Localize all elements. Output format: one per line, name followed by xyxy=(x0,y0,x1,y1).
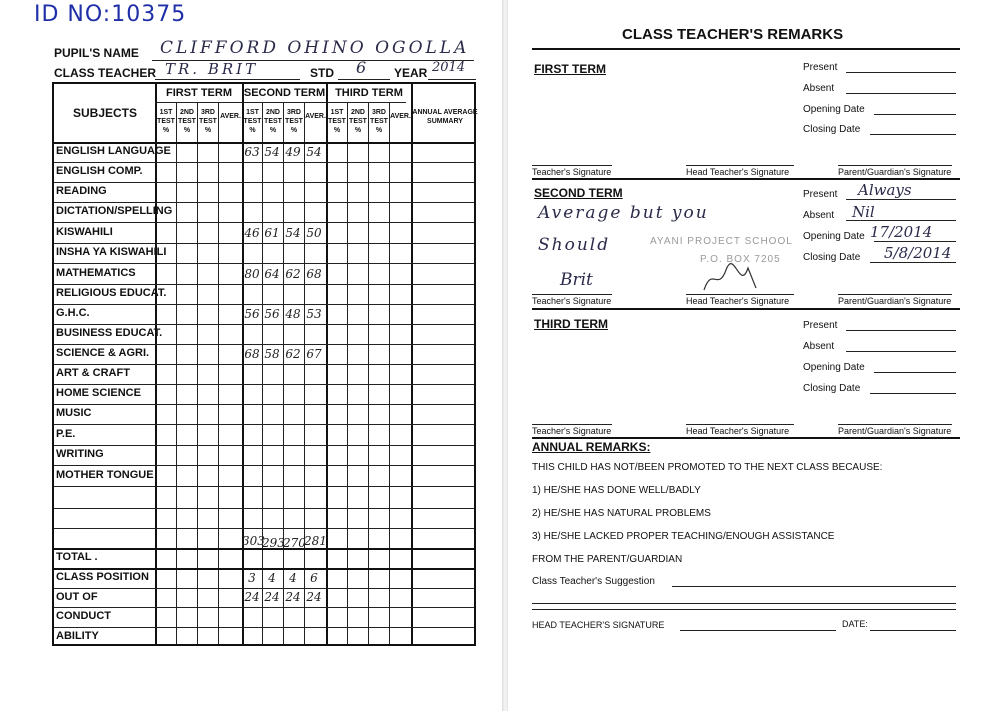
head-signature-label: Head Teacher's Signature xyxy=(686,167,790,177)
test-header: AVER. xyxy=(305,113,326,120)
score-cell: 46 xyxy=(244,226,260,240)
field-line xyxy=(846,330,956,331)
out-of-cell: 24 xyxy=(306,590,322,604)
section-rule xyxy=(532,308,960,310)
subjects-header: SUBJECTS xyxy=(72,106,137,120)
teacher-signature-label: Teacher's Signature xyxy=(532,426,612,436)
sig-line xyxy=(838,424,952,425)
subject-label: INSHA YA KISWAHILI xyxy=(56,246,167,258)
annual-line: FROM THE PARENT/GUARDIAN xyxy=(532,554,683,565)
total-cell: 270 xyxy=(283,536,306,550)
teacher-comment-line1: Average but you xyxy=(538,203,709,223)
absent-label: Absent xyxy=(803,341,835,352)
subject-label: READING xyxy=(56,185,107,197)
pupil-name-value: CLIFFORD OHINO OGOLLA xyxy=(160,38,470,58)
title-rule xyxy=(532,48,960,50)
score-cell: 68 xyxy=(244,347,260,361)
total-cell: 281 xyxy=(304,534,327,548)
subject-label: MUSIC xyxy=(56,407,92,419)
std-line xyxy=(338,79,390,80)
opening-date-label: Opening Date xyxy=(803,104,865,115)
test-header: AVER. xyxy=(220,113,241,120)
subject-label: MOTHER TONGUE xyxy=(56,469,154,481)
score-cell: 58 xyxy=(264,347,280,361)
year-label: YEAR xyxy=(394,66,428,80)
school-stamp-line1: AYANI PROJECT SCHOOL xyxy=(650,236,793,247)
sig-line xyxy=(686,294,794,295)
std-label: STD xyxy=(310,66,334,80)
subject-label: ENGLISH COMP. xyxy=(56,165,143,177)
score-cell: 62 xyxy=(285,347,301,361)
footer-row-label: OUT OF xyxy=(56,591,98,603)
sig-line xyxy=(838,165,952,166)
first-term-heading: FIRST TERM xyxy=(534,62,606,76)
test-header: 2ND TEST % xyxy=(264,109,282,134)
subject-label: BUSINESS EDUCAT. xyxy=(56,327,163,339)
score-cell: 54 xyxy=(264,145,280,159)
test-header: 1ST TEST % xyxy=(157,109,175,134)
score-cell: 68 xyxy=(306,267,322,281)
subject-label: RELIGIOUS EDUCAT. xyxy=(56,287,167,299)
parent-signature-label: Parent/Guardian's Signature xyxy=(838,167,952,177)
annual-line: 1) HE/SHE HAS DONE WELL/BADLY xyxy=(532,485,701,496)
sig-line xyxy=(532,165,612,166)
head-signature-label: Head Teacher's Signature xyxy=(686,296,790,306)
third-term-heading: THIRD TERM xyxy=(534,317,608,331)
out-of-cell: 24 xyxy=(244,590,260,604)
subject-label: SCIENCE & AGRI. xyxy=(56,347,150,359)
test-header: 2ND TEST % xyxy=(349,109,367,134)
score-cell: 80 xyxy=(244,267,260,281)
score-cell: 61 xyxy=(264,226,280,240)
page-fold xyxy=(502,0,508,711)
score-cell: 53 xyxy=(306,307,322,321)
score-cell: 54 xyxy=(306,145,322,159)
subject-label: KISWAHILI xyxy=(56,226,113,238)
term-second: SECOND TERM xyxy=(243,87,326,99)
score-cell: 67 xyxy=(306,347,322,361)
test-header: 2ND TEST % xyxy=(178,109,196,134)
sig-line xyxy=(532,294,612,295)
suggestion-label: Class Teacher's Suggestion xyxy=(532,576,655,587)
present-label: Present xyxy=(803,62,838,73)
position-cell: 4 xyxy=(289,571,297,585)
out-of-cell: 24 xyxy=(285,590,301,604)
total-cell: 293 xyxy=(262,536,285,550)
id-stamp: ID NO:10375 xyxy=(34,2,187,27)
subject-label: HOME SCIENCE xyxy=(56,387,141,399)
test-header: 3RD TEST % xyxy=(370,109,388,134)
suggestion-line xyxy=(672,586,956,587)
subject-label: G.H.C. xyxy=(56,307,90,319)
present-label: Present xyxy=(803,320,838,331)
parent-signature-label: Parent/Guardian's Signature xyxy=(838,426,952,436)
subject-label: ENGLISH LANGUAGE xyxy=(56,145,171,157)
term-first: FIRST TERM xyxy=(166,87,232,99)
field-line xyxy=(846,351,956,352)
annual-header: ANNUAL AVERAGE SUMMARY xyxy=(412,109,478,125)
std-value: 6 xyxy=(356,58,367,77)
annual-line: 3) HE/SHE LACKED PROPER TEACHING/ENOUGH ASSISTANCE xyxy=(532,531,835,542)
second-term-heading: SECOND TERM xyxy=(534,186,623,200)
head-teacher-scribble xyxy=(700,262,760,294)
test-header: 3RD TEST % xyxy=(199,109,217,134)
score-cell: 56 xyxy=(244,307,260,321)
test-header: 1ST TEST % xyxy=(328,109,346,134)
closing-date-label: Closing Date xyxy=(803,383,861,394)
score-cell: 49 xyxy=(285,145,301,159)
score-cell: 54 xyxy=(285,226,301,240)
head-signature-label: Head Teacher's Signature xyxy=(686,426,790,436)
remarks-title: CLASS TEACHER'S REMARKS xyxy=(622,26,844,43)
field-line xyxy=(870,393,956,394)
footer-row-label: TOTAL . xyxy=(56,551,98,563)
annual-remarks-heading: ANNUAL REMARKS: xyxy=(532,440,651,454)
school-stamp-line2: P.O. BOX 7205 xyxy=(700,254,781,265)
teacher-comment-line2: Should xyxy=(538,235,611,255)
second-present-value: Always xyxy=(858,181,912,199)
closing-date-label: Closing Date xyxy=(803,124,861,135)
teacher-signature-label: Teacher's Signature xyxy=(532,167,612,177)
date-label: DATE: xyxy=(842,619,868,629)
present-label: Present xyxy=(803,189,838,200)
score-cell: 50 xyxy=(306,226,322,240)
annual-line: 2) HE/SHE HAS NATURAL PROBLEMS xyxy=(532,508,711,519)
field-line xyxy=(874,372,956,373)
total-cell: 303 xyxy=(242,534,265,548)
annual-line: THIS CHILD HAS NOT/BEEN PROMOTED TO THE NEXT CLASS BECAUSE: xyxy=(532,462,883,473)
term-third: THIRD TERM xyxy=(335,87,403,99)
position-cell: 4 xyxy=(268,571,276,585)
date-line xyxy=(870,630,956,631)
subject-label: MATHEMATICS xyxy=(56,267,136,279)
field-line xyxy=(874,241,956,242)
position-cell: 6 xyxy=(310,571,318,585)
score-cell: 63 xyxy=(244,145,260,159)
field-line xyxy=(846,93,956,94)
score-cell: 64 xyxy=(264,267,280,281)
field-line xyxy=(870,262,956,263)
subject-label: ART & CRAFT xyxy=(56,367,130,379)
out-of-cell: 24 xyxy=(264,590,280,604)
absent-label: Absent xyxy=(803,83,835,94)
teacher-comment-signature: Brit xyxy=(560,270,593,290)
class-teacher-line xyxy=(155,79,300,80)
marks-grid xyxy=(52,82,476,646)
opening-date-label: Opening Date xyxy=(803,362,865,373)
closing-date-label: Closing Date xyxy=(803,252,861,263)
absent-label: Absent xyxy=(803,210,835,221)
section-rule xyxy=(532,178,960,180)
footer-row-label: ABILITY xyxy=(56,630,99,642)
score-cell: 48 xyxy=(285,307,301,321)
pupil-name-label: PUPIL'S NAME xyxy=(54,46,139,60)
field-line xyxy=(846,72,956,73)
opening-date-label: Opening Date xyxy=(803,231,865,242)
second-closing-value: 5/8/2014 xyxy=(884,244,952,262)
test-header: 1ST TEST % xyxy=(243,109,262,134)
class-teacher-value: TR. BRIT xyxy=(165,60,259,78)
class-teacher-label: CLASS TEACHER xyxy=(54,66,157,80)
sig-line xyxy=(838,294,952,295)
subject-label: DICTATION/SPELLING xyxy=(56,205,173,217)
position-cell: 3 xyxy=(248,571,256,585)
section-rule xyxy=(532,437,960,439)
test-header: 3RD TEST % xyxy=(285,109,303,134)
parent-signature-label: Parent/Guardian's Signature xyxy=(838,296,952,306)
second-absent-value: Nil xyxy=(852,203,875,221)
teacher-signature-label: Teacher's Signature xyxy=(532,296,612,306)
sig-line xyxy=(686,424,794,425)
head-teacher-signature-label: HEAD TEACHER'S SIGNATURE xyxy=(532,620,665,630)
head-signature-line xyxy=(680,630,836,631)
field-line xyxy=(874,114,956,115)
sig-line xyxy=(532,424,612,425)
second-opening-value: 17/2014 xyxy=(870,223,933,241)
field-line xyxy=(846,199,956,200)
sig-line xyxy=(686,165,794,166)
test-header: AVER. xyxy=(390,113,411,120)
suggestion-line xyxy=(532,609,956,610)
score-cell: 56 xyxy=(264,307,280,321)
footer-row-label: CONDUCT xyxy=(56,610,111,622)
subject-label: P.E. xyxy=(56,428,76,440)
suggestion-line xyxy=(532,603,956,604)
score-cell: 62 xyxy=(285,267,301,281)
subject-label: WRITING xyxy=(56,448,104,460)
year-line xyxy=(428,79,476,80)
footer-row-label: CLASS POSITION xyxy=(56,571,149,583)
year-value: 2014 xyxy=(432,60,466,75)
field-line xyxy=(870,134,956,135)
